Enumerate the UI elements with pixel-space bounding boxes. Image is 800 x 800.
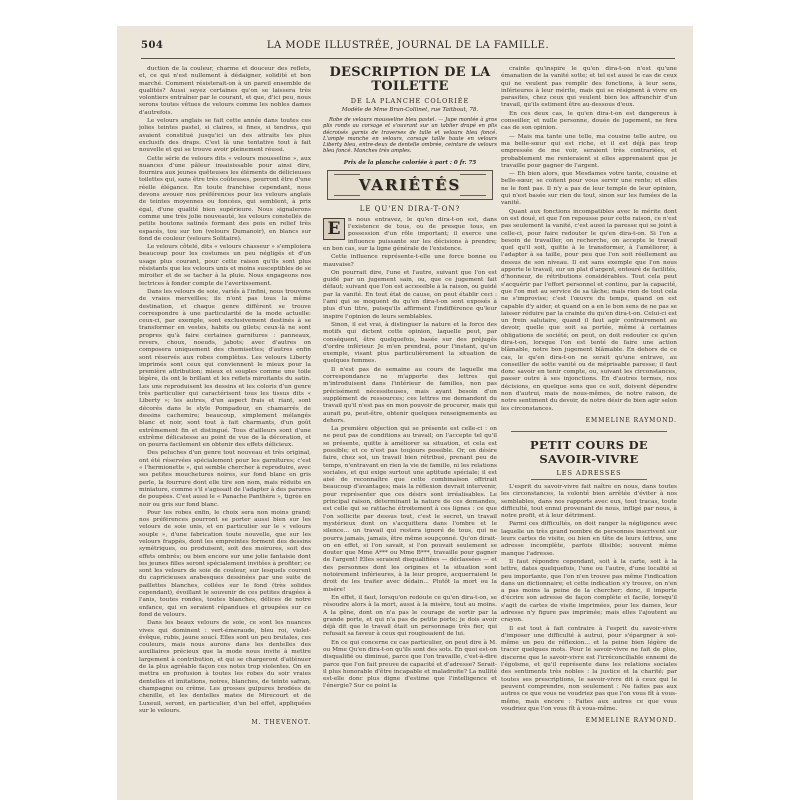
paragraph: Cette série de velours dits « velours mousseline », aux nuances d'une pâleur insaisissable pour ainsi dire, fournira aux jeunes quêteuses les éléments de délicieuses toilettes qui, sans être très coûteuses, pourront être d'une réelle élégance. En toute franchise cependant, nous devons avouer nos préférences pour les velours anglais de teintes moyennes ou foncées, qui semblent, à prix égal, d'une qualité bien supérieure. Nous signalerons comme une très jolie nouveauté, les velours constellés de petits boutons satinés formant des pois en relief très espacés, tou sur ton (velours Dumanoir), en blancs sur fond de couleur (velours Solitaire). <box>139 155 311 242</box>
paragraph: Pour les robes enfin, le choix sera non moins grand; nos préférences pourront se porter aussi bien sur les velours de soie unis, et en particulier sur le « velours souple », d'une fabrication toute nouvelle, que sur les velours frappés, dont les empreintes forment des dessins symétriques, ou produisent, soit des moirures, soit des effets ombrés; ou bien encore sur une jolie fantaisie dont les jeunes filles seront spécialement invitées à profiter; ce sont les velours de soie de couleur, sur lesquels courent du capricieuses arabesques dessinées par une suite de paillettes blanches, collées sur le fond (très solides cependant), évoillant le souvenir de ces petites dragées à l'anis, toutes rondes, toutes blanches, délices de notre enfance, qui en seraient répandues et groupées sur ce fond de velours. <box>139 509 311 618</box>
paragraph: — Mais ma tante une telle, ma cousine telle autre, ou ma belle-sœur qui est riche, et il est déjà pas trop empressée de me voir, seraient très contrariées, et probablement me renieraient si elles apprenaient que je travaille pour gagner de l'argent. <box>501 133 677 169</box>
column-1 <box>139 66 311 726</box>
varietes-heading: VARIÉTÉS <box>358 175 462 194</box>
paragraph: La première objection qui se présente est celle-ci : on ne peut pas de conditions au travail; on l'accepte tel qu'il se présente, quitte à améliorer sa situation, et cela est possible; et ce n'est pas toujours possible. Or, on désire faire, chez soi, un travail bien rétribué, prenant peu de temps, n'entravant en rien la vie de famille, ni les relations sociales, et qui exige surtout une aptitude spéciale; il est aisé de reconnaître que cette combinaison offrirait beaucoup d'avantages; mais la réflexion devrait intervenir, pour représenter que ces désirs sont irréalisables. Le principal raison, déterminant la nature de ces demandes, est celle qui se rattache étroitement à ces lignes : ce que l'on sollicite par dessus tout, c'est le secret, un travail mystérieux dont on s'acquittera dans l'ombre et le silence... un travail qui restera ignoré de tous, qui ne pourra jamais, jamais, être même soupçonné. Qu'on dirait-on en effet, si l'on savait, si l'on pouvait seulement se douter que Mme A*** ou Mme B***, travaille pour gagner de l'argent! Elles seraient disqualifiées — déclassées — et des personnes dont les origines et la situation sont notoirement inférieures, à la leur propre, acquerraient le droit de les traiter avec dédain... Plutôt la mort ou la misère! <box>323 426 497 593</box>
paragraph: En ce qui concerne ce cas particulier, on peut dire à M. ou Mme Qu'en dira-t-on qu'ils sont des sots. En quoi est-on disqualifié ou diminué, parce que l'on travaille, c'est-à-dire parce que l'on fait preuve de capacité et d'adresse? Serait-il plus honorable d'être incapable et maladroite? La nullité est-elle donc plus digne d'estime que l'intelligence et l'énergie? Sur ce point la <box>323 639 497 690</box>
header-rule <box>141 58 675 59</box>
page-header <box>141 40 675 54</box>
paragraph: Sinon, il est vrai, à distinguer la nature et la force des motifs qui dictent cette opinion, laquelle peut, par conséquent, être quelquefois, basée sur des préjugés d'ordre inférieur. Je m'en prendrai, pour l'instant, qu'un exemple, visant plus particulièrement la situation de quelques femmes. <box>323 321 497 365</box>
paragraph: Dans les velours de soie, variés à l'infini, nous trouvons de vraies merveilles; ils n'ont pas tous la même destination, et chaque genre différent se trouve correspondre à une particularité de la mode actuelle: ceux-ci, par exemple, sont exclusivement destinés à se transformer en vestes, habits ou gilets; ceux-là ne sont propres qu'à faire certaines garnitures : panneaux, revers, choux, noeuds, jabots; avec d'autres on composera uniquement des chemisettes; d'autres enfin sont réservés aux robes complètes. Les velours Liberty imprimés sont ceux qui conviennent le mieux pour la première attribution; mieux et souples comme une toile légère, ils ont le brillant et les reflets miroitants du satin. Les uns reproduisent les dessins et les coloris d'un genre très particulier qui caractérisent tous les tissus dits « Liberty »; les autres, d'un aspect frais et riant, sont décorés dans le style Pompadour, en chamarrés de dessins cachemire; beaucoup, simplement mélangés blanc et noir, sont tout à fait charmants, d'un goût extrêmement fin et distingué. Tous d'ailleurs sont d'une extrême délicatesse au point de vue de la décoration, et on pourra facilement en obtenir des effets délicieux. <box>139 288 311 449</box>
section-divider <box>511 431 667 432</box>
paragraph: n nous entravez, le qu'en dira-t-on est, dans l'existence de tous, ou de presque tous, en possession d'un rôle important; il exerce une influence puissante sur les décisions à prendre; en bon cas, sur la ligne générale de l'existence. <box>323 216 497 252</box>
paragraph: Cette influence représente-t-elle une force bonne ou mauvaise? <box>323 254 497 268</box>
paragraph: Parmi ces difficultés, on doit ranger la négligence avec laquelle un très grand nombre de personnes inscrivent sur leurs cartes de visite, ou bien en tête de leurs lettres, une adresse incomplète, parfois illisible; souvent même manque l'adresse. <box>501 521 677 557</box>
savoir-vivre-title: PETIT COURS DE SAVOIR-VIVRE <box>530 437 648 466</box>
author-signature: EMMELINE RAYMOND. <box>585 416 677 424</box>
magazine-page <box>117 26 693 800</box>
author-signature: M. THEVENOT. <box>251 719 311 727</box>
paragraph: En effet, il faut, lorsqu'on redoute ce qu'en dira-t-on, se résoudre alors à la mort, aussi à la misère, tout au moins. A la gêne, dont on n'a pas le courage de sortir par la grande porte, et qui n'a pas de petite porte; je dois avoir déjà dit que le travail était un personnage très fier, qui refusait sa faveur à ceux qui rougissaient de lui. <box>323 594 497 638</box>
article-title: LE QU'EN DIRA-T-ON? <box>359 204 461 213</box>
page-number: 504 <box>141 40 164 51</box>
paragraph: L'esprit du savoir-vivre fait naître en nous, dans toutes les circonstances, la volonté bien arrêtée d'éviter à nos semblables, dans nos rapports avec eux, tout tracas, toute difficulté, tout ennui provenant de nous, infligé par nous, à notre profit, et à leur détriment. <box>501 483 677 520</box>
paragraph: Il n'est pas de semaine au cours de laquelle ma correspondance ne m'apporte des lettres qui m'introduisent dans l'intérieur de familles, non pas précisément nécessiteuses, mais ayant besoin d'un supplément de ressources; ces lettres me demandent du travail qu'il n'est pas en mon pouvoir de procurer, mais qui aurait pu, peut-être, obtenir quelques renseignements au dehors. <box>323 366 497 424</box>
paragraph: Le velours anglais se fait cette année dans toutes ces jolies teintes pastel, si claires, si fines, si tendres, qui avaient constitué jusqu'ici un des attraits les plus exclusifs des draps. C'est là une tentative tout à fait nouvelle et qui se trouve avoir pleinement réussi. <box>139 118 311 154</box>
paragraph: En ces deux cas, le qu'en dira-t-on est dangereux à conseiller, et nulle personne, douée de jugement, ne fera cas de son opinion. <box>501 110 677 132</box>
column-2 <box>323 66 497 692</box>
plate-price: Prix de la planche coloriée à part : 0 fr. 75 <box>343 159 477 166</box>
paragraph: — Eh bien alors, que Mesdames votre tante, cousine et belle-sœur, se coitent pour vous servir une rente; et elles ne le font pas. Il n'y a pas de leur temple de leur opinion, qui n'est basée sur rien du tout, sinon sur les fumées de la vanité. <box>501 171 677 207</box>
paragraph: crainte qu'inspire le qu'en dira-t-on n'est qu'une émanation de la vanité sotte; et tel est aussi le cas de ceux qui ne veulent pas remplir des fonctions, à leur sens, inférieures à leur mérite, mais qui se résignent à vivre en parasites, chez ceux qui veulent bien les affranchir d'un travail, qu'ils estiment être au-dessous d'eux. <box>501 66 677 109</box>
savoir-vivre-subtitle: LES ADRESSES <box>556 468 622 477</box>
varietes-banner <box>327 170 493 200</box>
paragraph: Il est tout à fait contraire à l'esprit du savoir-vivre d'imposer une difficulté à autrui, pour s'épargner à soi-même un peu de réflexion... et la peine bien légère de tracer quelques mots. Pour le savoir-vivre ne fait de plus, discerne que le savoir-vivre est l'irréconciliable ennemi de l'égoïsme, et qu'il représente dans les relations sociales des sentiments très nobles : la justice et la charité; par toutes ses prescriptions, le savoir-vivre dit à ceux qui le peuvent comprendre, non seulement : Ne faites pas aux autres ce que vous ne voudriez pas que l'on vous fît à vous-même, mais encore : Faites aux autres ce que vous voudriez que l'on vous fît à vous-même. <box>501 625 677 712</box>
paragraph: Le velours côtelé, dits « velours chasseur » s'emploiera beaucoup pour les costumes un peu négligés et d'un usage plus courant, pour cette raison qu'ils sont plus résistants que les velours unis et moins susceptibles de se miroiter et de se tacher à la pluie. Nous engageons nos lectrices à fonder compte de l'avertissement. <box>139 244 311 287</box>
toilette-subtitle: DE LA PLANCHE COLORIÉE <box>350 97 470 105</box>
article-body <box>323 217 497 691</box>
author-signature: EMMELINE RAYMOND. <box>585 717 677 725</box>
subtitle-rule <box>531 479 647 480</box>
journal-title: LA MODE ILLUSTRÉE, JOURNAL DE LA FAMILLE. <box>266 40 550 51</box>
paragraph: duction de la couleur, charme et douceur des reflets, et, ce qui n'est nullement à dédaigner, solidité et bon marché. Comment résisterait-on à un pareil ensemble de qualités? Aussi seyez certaines qu'on se laissera très volontiers entraîner par le courant, et que, d'ici peu, nous serons toutes vêtues de velours comme les nobles dames d'autrefois. <box>139 66 311 116</box>
paragraph: Quant aux fonctions incompatibles avec le mérite dont on est doué, et que l'on repousse pour cette raison, ce n'est pas seulement la vanité, c'est aussi la paresse qui se joint à celle-ci, pour faire redouter le qu'en dira-t-on. Si l'on a besoin de travailler, on recherche, on accepte le travail quel qu'il soit, quitte à le transformer, à l'améliorer, à l'adapter à sa taille, pour peu que l'on soit réellement au dessus de son niveau. Il est sans exemple que l'on nous apporte le travail, sur un plat d'argent, entouré de facilités, d'honneur, de rétributions considérables. Tout cela peut s'acquérir par l'effort personnel et continu, par la capacité, que l'on met au service de sa tâche; mais rien de tout cela ne s'improvise; c'est l'œuvre du temps, quand on est capable d'y aider, et quand on a en le bon sens de ne pas se laisser réduire par la crainte du qu'en dira-t-on. Celui-ci est un frein salutaire, quand il faut agir contrairement au devoir, quelle que soit sa portée, même à certaines obligations de société; on peut, on doit redouter ce qu'en dira-t-on, lorsque l'on est tenté de faire une action blâmable, notre bon jugement blâmable. En dehors de ce cas, le qu'en dira-t-on ne serait qu'une entrave, au conseiller de sotte vanité ou de méprisable paresse; il faut donc savoir en tenir compte, ou, suivant les circonstances, passer outre à ses injonctions. En d'autres termes, nos décisions, en quelque sens que ce soit, doivent dépendre non d'autrui, mais de nous-mêmes, de notre raison, de notre sentiment du devoir, de notre désir de bien agir selon les circonstances. <box>501 208 677 412</box>
toilette-title: DESCRIPTION DE LA TOILETTE <box>329 66 491 94</box>
paragraph: Il faut répondre cependant, soit à la carte, soit à la lettre, dates quelquefois, l'une ou l'autre, d'une localité si peu importante, que l'on n'en trouve pas même l'indication dans un dictionnaire; et cette indication s'y trouve, on n'en a pas moins la peine de la chercher; donc, il importe d'écrire son adresse de façon complète et facile, lorsqu'il s'agit de cartes de visite imprimées, pour les dames, leur adresse n'y figure pas imprimée; mais elles l'ajoutent au crayon. <box>501 558 677 624</box>
paragraph: Dans les beaux velours de soie, ce sont les nuances vives qui dominent : vert-émeraude, bleu roi, violet-évêque, rubis, jaune soucí. Elles sont un peu brutales, ces couleurs, mais nous aurons dans les dentelles des auxiliaires précieux que la mode nous invite à mettre largement à contribution, et qui se chargeront d'atténuer de la plus agréable façon ces notes trop violentes. On en mettra en profusion à toutes les robes du soir vraies dentelles et imitations, noires, blanches, de teinte safran, champagne ou crème. Les grosses guipures brodées de chenille, et les dentelles mates de Mirecourt et de Luxeuil, seront, en particulier, d'un bel effet, appliquées sur le velours. <box>139 620 311 714</box>
paragraph: Des peluches d'un genre tout nouveau et très original, ont été réservées spécialement pour les garnitures; c'est « l'hermionette », qui semble chercher à reproduire, avec ses petites mouchetures noires, sur fond blanc en gris perle, la fourrure dont elle tire son nom, mais réduite en miniature, comme s'il s'agissait de l'adapter à des parures de poupées. C'est aussi le « Panache Panthère », tigrée en noir ou gris sur fond blanc. <box>139 450 311 508</box>
model-line: Modèle de Mme Brun-Collinet, rue Taitbout, 78. <box>341 107 479 113</box>
toilette-description: Robe de velours mousseline bleu pastel. — Jupe montée à gros plis ronds au corsage et s'ouvrant sur un tablier drapé en plis décroisés garnis de traverses de tulle et velours bleu foncé. L'ample manche en velours, corsage taille haute en velours Liberty bleu, entre-deux de dentelle ombrée, ceinture de velours bleu foncé. Manches très amples. <box>323 117 497 155</box>
column-3 <box>501 66 677 724</box>
drop-cap: E <box>323 218 345 240</box>
paragraph: On pourrait dire, l'une et l'autre, suivant que l'on est guidé par un jugement sain, ou, que ce jugement fait défaut; suivant que l'on est accessible à la raison, ou guidé par la vanité. En tout état de cause, on peut établir ceci : l'ami qui se moquent du qu'en dira-t-on sont exposés à plus d'un titre, puisqu'ils affirment l'indifférence qu'leur inspire l'opinion de leurs semblables. <box>323 269 497 320</box>
